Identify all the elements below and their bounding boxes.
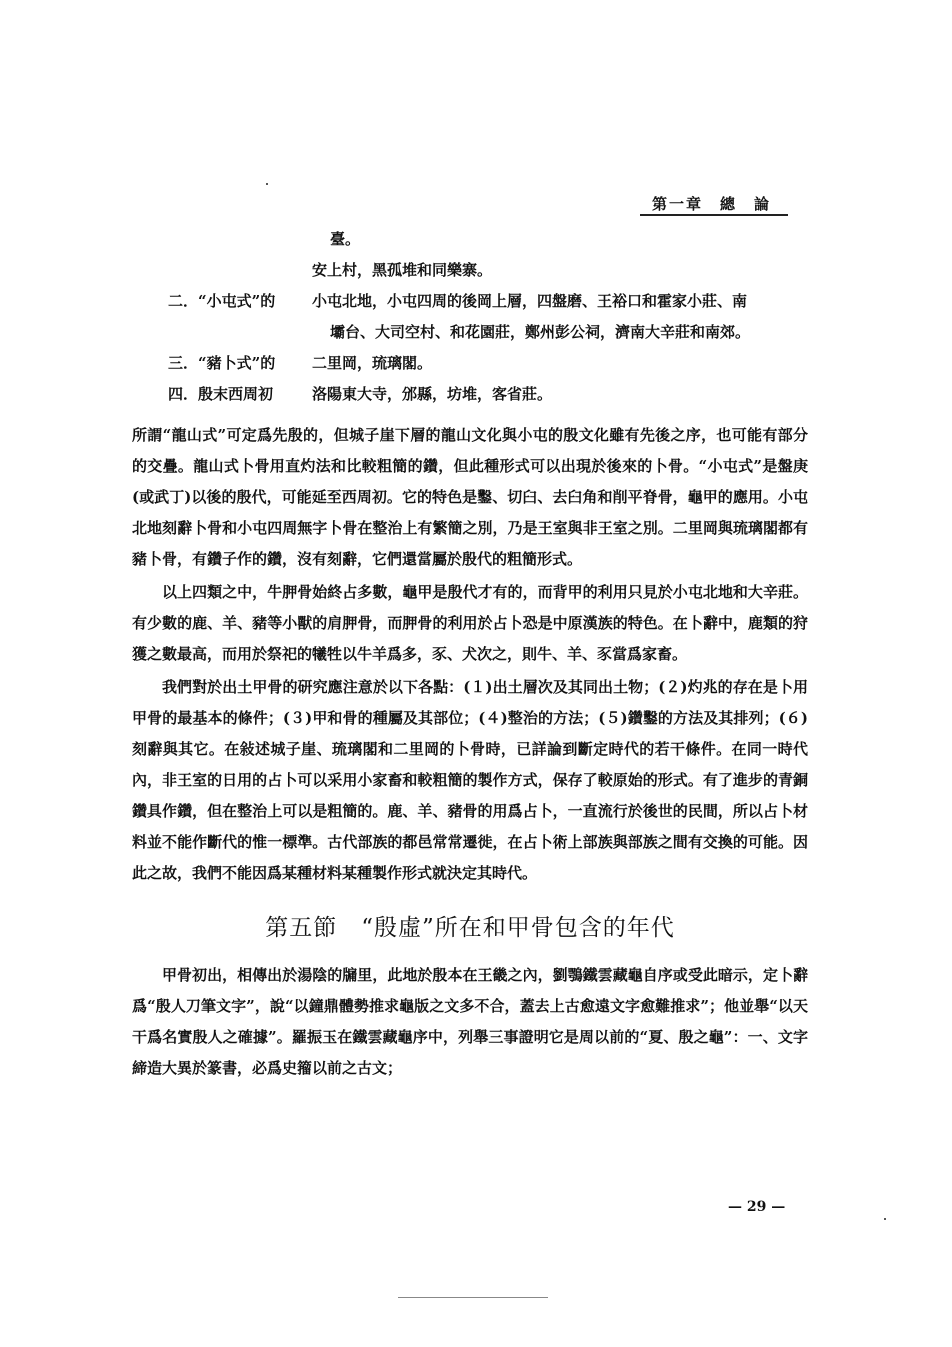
list-value: 小屯北地，小屯四周的後岡上層，四盤磨、王裕口和霍家小莊、南 [312,292,748,310]
print-speck [266,183,268,185]
paragraph: 所謂“龍山式”可定爲先殷的，但城子崖下層的龍山文化與小屯的殷文化雖有先後之序，也可能有部分的交疊。龍山式卜骨用直灼法和比較粗簡的鑽，但此種形式可以出現於後來的卜骨。“小屯式”是盤庚(或武丁)以後的殷代，可能延至西周初。它的特色是鑿、切臼、去臼角和削平脊骨，龜甲的應用。小屯北地刻辭卜骨和小屯四周無字卜骨在整治上有繁簡之別，乃是王室與非王室之別。二里岡與琉璃閣都有豬卜骨，有鑽子作的鑽，沒有刻辭，它們還當屬於殷代的粗簡形式。 [132,426,808,568]
list-value: 臺。 [330,230,361,248]
classification-list [0,228,952,414]
list-label: 三．“豬卜式”的 [168,354,276,372]
list-item [0,383,952,414]
body-text [132,420,808,1084]
list-value: 壩台、大司空村、和花園莊，鄭州彭公祠，濟南大辛莊和南郊。 [330,323,751,341]
paragraph: 甲骨初出，相傳出於湯陰的牖里，此地於殷本在王畿之內，劉鶚鐵雲藏龜自序或受此暗示，定卜辭爲“殷人刀筆文字”，說“以鐘鼎體勢推求龜版之文多不合，蓋去上古愈遠文字愈難推求”；他並舉“以天干爲名實殷人之確據”。羅振玉在鐵雲藏龜序中，列舉三事證明它是周以前的“夏、殷之龜”：一、文字締造大異於篆書，必爲史籀以前之古文； [132,966,808,1077]
section-title: 第五節 “殷虛”所在和甲骨包含的年代 [265,915,675,941]
running-header: 第一章 總 論 [652,195,772,213]
list-value: 洛陽東大寺，邠縣，坊堆，客省莊。 [312,385,553,403]
paragraph: 我們對於出土甲骨的研究應注意於以下各點：(１)出土層次及其同出土物；(２)灼兆的存在是卜用甲骨的最基本的條件；(３)甲和骨的種屬及其部位；(４)整治的方法；(５)鑽鑿的方法及其排列；(６)刻辭與其它。在敍述城子崖、琉璃閣和二里岡的卜骨時，已詳論到斷定時代的若干條件。在同一時代內，非王室的日用的占卜可以采用小家畜和較粗簡的製作方式，保存了較原始的形式。有了進步的青銅鑽具作鑽，但在整治上可以是粗簡的。鹿、羊、豬骨的用爲占卜，一直流行於後世的民間，所以占卜材料並不能作斷代的惟一標準。古代部族的都邑常常遷徙，在占卜術上部族與部族之間有交換的可能。因此之故，我們不能因爲某種材料某種製作形式就決定其時代。 [132,678,808,882]
paragraph: 以上四類之中，牛胛骨始終占多數，龜甲是殷代才有的，而背甲的利用只見於小屯北地和大辛莊。有少數的鹿、羊、豬等小獸的肩胛骨，而胛骨的利用於占卜恐是中原漢族的特色。在卜辭中，鹿類的狩獲之數最高，而用於祭祀的犧牲以牛羊爲多，豕、犬次之，則牛、羊、豕當爲家畜。 [132,583,808,663]
list-item [0,290,952,321]
list-value: 二里岡，琉璃閣。 [312,354,433,372]
header-rule [640,214,788,216]
page-number: — 29 — [728,1199,786,1215]
list-label: 四．殷末西周初 [168,385,274,403]
list-item [0,228,952,259]
list-label: 二．“小屯式”的 [168,292,276,310]
print-speck [884,1218,886,1220]
list-item [0,321,952,352]
bottom-rule [398,1297,548,1298]
list-value: 安上村，黑孤堆和同樂寨。 [312,261,493,279]
list-item [0,352,952,383]
list-item [0,259,952,290]
